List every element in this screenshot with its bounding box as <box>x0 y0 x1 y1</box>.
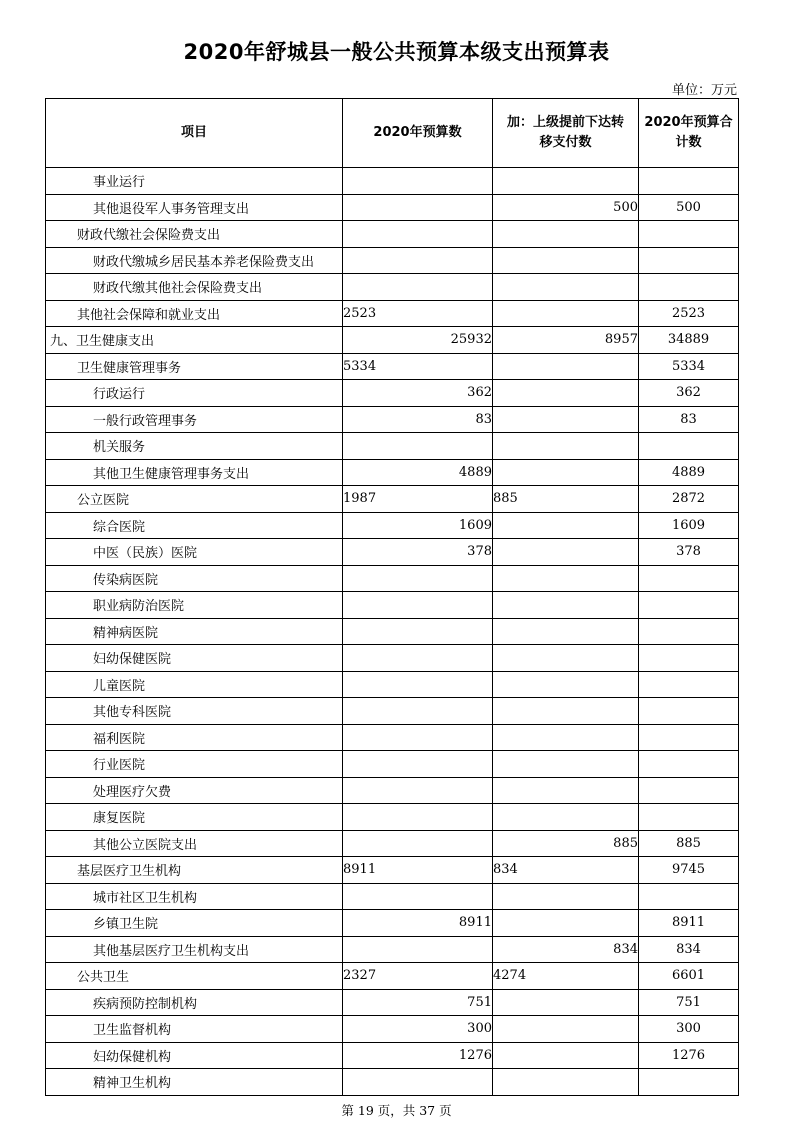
transfer-cell <box>493 565 639 592</box>
table-row <box>46 883 739 910</box>
table-row <box>46 1016 739 1043</box>
table-row <box>46 565 739 592</box>
item-cell: 其他社会保障和就业支出 <box>46 300 343 327</box>
budget-cell <box>343 751 493 778</box>
total-cell <box>639 592 739 619</box>
transfer-cell <box>493 247 639 274</box>
budget-cell <box>343 433 493 460</box>
transfer-cell <box>493 353 639 380</box>
item-cell: 儿童医院 <box>46 671 343 698</box>
transfer-cell <box>493 910 639 937</box>
budget-cell: 4889 <box>343 459 493 486</box>
table-row <box>46 327 739 354</box>
transfer-cell: 500 <box>493 194 639 221</box>
budget-cell: 25932 <box>343 327 493 354</box>
item-cell: 其他基层医疗卫生机构支出 <box>46 936 343 963</box>
table-row <box>46 724 739 751</box>
total-cell: 8911 <box>639 910 739 937</box>
item-cell: 其他专科医院 <box>46 698 343 725</box>
budget-cell: 8911 <box>343 910 493 937</box>
table-row <box>46 274 739 301</box>
transfer-cell <box>493 539 639 566</box>
unit-label: 单位：万元 <box>671 83 737 98</box>
total-cell: 9745 <box>639 857 739 884</box>
column-header-budget: 2020年预算数 <box>343 99 493 168</box>
budget-cell: 8911 <box>343 857 493 884</box>
total-cell: 300 <box>639 1016 739 1043</box>
item-cell: 卫生监督机构 <box>46 1016 343 1043</box>
table-row <box>46 247 739 274</box>
budget-cell <box>343 698 493 725</box>
budget-cell: 1987 <box>343 486 493 513</box>
item-cell: 其他卫生健康管理事务支出 <box>46 459 343 486</box>
table-row <box>46 1042 739 1069</box>
total-cell: 4889 <box>639 459 739 486</box>
budget-cell <box>343 645 493 672</box>
transfer-cell <box>493 433 639 460</box>
column-header-total: 2020年预算合计数 <box>639 99 739 168</box>
table-row <box>46 936 739 963</box>
total-cell <box>639 645 739 672</box>
table-row <box>46 618 739 645</box>
transfer-cell <box>493 221 639 248</box>
budget-table <box>45 98 739 1096</box>
budget-cell <box>343 592 493 619</box>
item-cell: 综合医院 <box>46 512 343 539</box>
transfer-cell <box>493 751 639 778</box>
total-cell <box>639 221 739 248</box>
budget-cell <box>343 168 493 195</box>
table-row <box>46 433 739 460</box>
transfer-cell: 834 <box>493 857 639 884</box>
transfer-cell <box>493 1042 639 1069</box>
table-row <box>46 804 739 831</box>
budget-cell: 2327 <box>343 963 493 990</box>
item-cell: 乡镇卫生院 <box>46 910 343 937</box>
budget-cell <box>343 671 493 698</box>
total-cell: 751 <box>639 989 739 1016</box>
table-row <box>46 592 739 619</box>
item-cell: 精神病医院 <box>46 618 343 645</box>
budget-cell: 1276 <box>343 1042 493 1069</box>
item-cell: 公共卫生 <box>46 963 343 990</box>
total-cell: 885 <box>639 830 739 857</box>
item-cell: 财政代缴社会保险费支出 <box>46 221 343 248</box>
total-cell <box>639 777 739 804</box>
total-cell <box>639 883 739 910</box>
total-cell: 1609 <box>639 512 739 539</box>
total-cell: 1276 <box>639 1042 739 1069</box>
item-cell: 处理医疗欠费 <box>46 777 343 804</box>
transfer-cell <box>493 804 639 831</box>
total-cell <box>639 618 739 645</box>
item-cell: 城市社区卫生机构 <box>46 883 343 910</box>
budget-cell <box>343 830 493 857</box>
budget-cell <box>343 804 493 831</box>
budget-cell <box>343 274 493 301</box>
total-cell <box>639 804 739 831</box>
transfer-cell <box>493 989 639 1016</box>
transfer-cell <box>493 592 639 619</box>
total-cell: 362 <box>639 380 739 407</box>
total-cell: 5334 <box>639 353 739 380</box>
item-cell: 其他退役军人事务管理支出 <box>46 194 343 221</box>
table-header-row <box>46 99 739 168</box>
item-cell: 财政代缴城乡居民基本养老保险费支出 <box>46 247 343 274</box>
table-row <box>46 645 739 672</box>
item-cell: 中医（民族）医院 <box>46 539 343 566</box>
budget-cell <box>343 618 493 645</box>
table-row <box>46 406 739 433</box>
transfer-cell <box>493 168 639 195</box>
total-cell <box>639 247 739 274</box>
item-cell: 疾病预防控制机构 <box>46 989 343 1016</box>
budget-cell: 300 <box>343 1016 493 1043</box>
budget-cell <box>343 221 493 248</box>
table-row <box>46 459 739 486</box>
budget-cell <box>343 777 493 804</box>
page-title: 2020年舒城县一般公共预算本级支出预算表 <box>183 40 610 64</box>
table-row <box>46 777 739 804</box>
total-cell <box>639 751 739 778</box>
table-row <box>46 486 739 513</box>
budget-cell: 378 <box>343 539 493 566</box>
total-cell <box>639 671 739 698</box>
budget-cell: 83 <box>343 406 493 433</box>
budget-cell <box>343 883 493 910</box>
total-cell: 2523 <box>639 300 739 327</box>
item-cell: 福利医院 <box>46 724 343 751</box>
transfer-cell <box>493 274 639 301</box>
transfer-cell <box>493 406 639 433</box>
column-header-item: 项目 <box>46 99 343 168</box>
total-cell <box>639 274 739 301</box>
item-cell: 精神卫生机构 <box>46 1069 343 1096</box>
transfer-cell: 8957 <box>493 327 639 354</box>
transfer-cell <box>493 512 639 539</box>
total-cell: 378 <box>639 539 739 566</box>
total-cell <box>639 1069 739 1096</box>
total-cell: 500 <box>639 194 739 221</box>
item-cell: 卫生健康管理事务 <box>46 353 343 380</box>
transfer-cell <box>493 618 639 645</box>
table-row <box>46 671 739 698</box>
budget-cell <box>343 1069 493 1096</box>
transfer-cell <box>493 645 639 672</box>
item-cell: 职业病防治医院 <box>46 592 343 619</box>
total-cell: 34889 <box>639 327 739 354</box>
table-row <box>46 751 739 778</box>
budget-cell: 2523 <box>343 300 493 327</box>
table-row <box>46 300 739 327</box>
item-cell: 其他公立医院支出 <box>46 830 343 857</box>
total-cell <box>639 698 739 725</box>
table-row <box>46 512 739 539</box>
total-cell <box>639 433 739 460</box>
table-row <box>46 857 739 884</box>
page-footer: 第 19 页，共 37 页 <box>341 1103 452 1118</box>
transfer-cell <box>493 883 639 910</box>
transfer-cell <box>493 1016 639 1043</box>
transfer-cell: 885 <box>493 830 639 857</box>
item-cell: 九、卫生健康支出 <box>46 327 343 354</box>
item-cell: 事业运行 <box>46 168 343 195</box>
total-cell <box>639 565 739 592</box>
transfer-cell: 4274 <box>493 963 639 990</box>
budget-cell <box>343 247 493 274</box>
item-cell: 财政代缴其他社会保险费支出 <box>46 274 343 301</box>
table-row <box>46 168 739 195</box>
table-row <box>46 194 739 221</box>
table-row <box>46 910 739 937</box>
column-header-transfer: 加：上级提前下达转移支付数 <box>493 99 639 168</box>
budget-cell <box>343 194 493 221</box>
budget-cell <box>343 936 493 963</box>
total-cell: 2872 <box>639 486 739 513</box>
total-cell: 83 <box>639 406 739 433</box>
transfer-cell <box>493 459 639 486</box>
item-cell: 一般行政管理事务 <box>46 406 343 433</box>
transfer-cell <box>493 724 639 751</box>
total-cell <box>639 724 739 751</box>
item-cell: 行政运行 <box>46 380 343 407</box>
transfer-cell: 885 <box>493 486 639 513</box>
table-row <box>46 380 739 407</box>
item-cell: 妇幼保健医院 <box>46 645 343 672</box>
item-cell: 公立医院 <box>46 486 343 513</box>
table-row <box>46 698 739 725</box>
budget-cell: 362 <box>343 380 493 407</box>
table-row <box>46 830 739 857</box>
item-cell: 行业医院 <box>46 751 343 778</box>
total-cell: 834 <box>639 936 739 963</box>
transfer-cell <box>493 1069 639 1096</box>
table-row <box>46 353 739 380</box>
table-row <box>46 963 739 990</box>
budget-cell: 1609 <box>343 512 493 539</box>
transfer-cell <box>493 671 639 698</box>
table-row <box>46 221 739 248</box>
total-cell: 6601 <box>639 963 739 990</box>
item-cell: 妇幼保健机构 <box>46 1042 343 1069</box>
item-cell: 传染病医院 <box>46 565 343 592</box>
transfer-cell <box>493 698 639 725</box>
budget-cell: 5334 <box>343 353 493 380</box>
item-cell: 机关服务 <box>46 433 343 460</box>
budget-cell <box>343 565 493 592</box>
transfer-cell <box>493 300 639 327</box>
budget-cell: 751 <box>343 989 493 1016</box>
transfer-cell <box>493 777 639 804</box>
table-row <box>46 989 739 1016</box>
item-cell: 基层医疗卫生机构 <box>46 857 343 884</box>
budget-cell <box>343 724 493 751</box>
transfer-cell <box>493 380 639 407</box>
total-cell <box>639 168 739 195</box>
table-row <box>46 1069 739 1096</box>
item-cell: 康复医院 <box>46 804 343 831</box>
table-row <box>46 539 739 566</box>
transfer-cell: 834 <box>493 936 639 963</box>
